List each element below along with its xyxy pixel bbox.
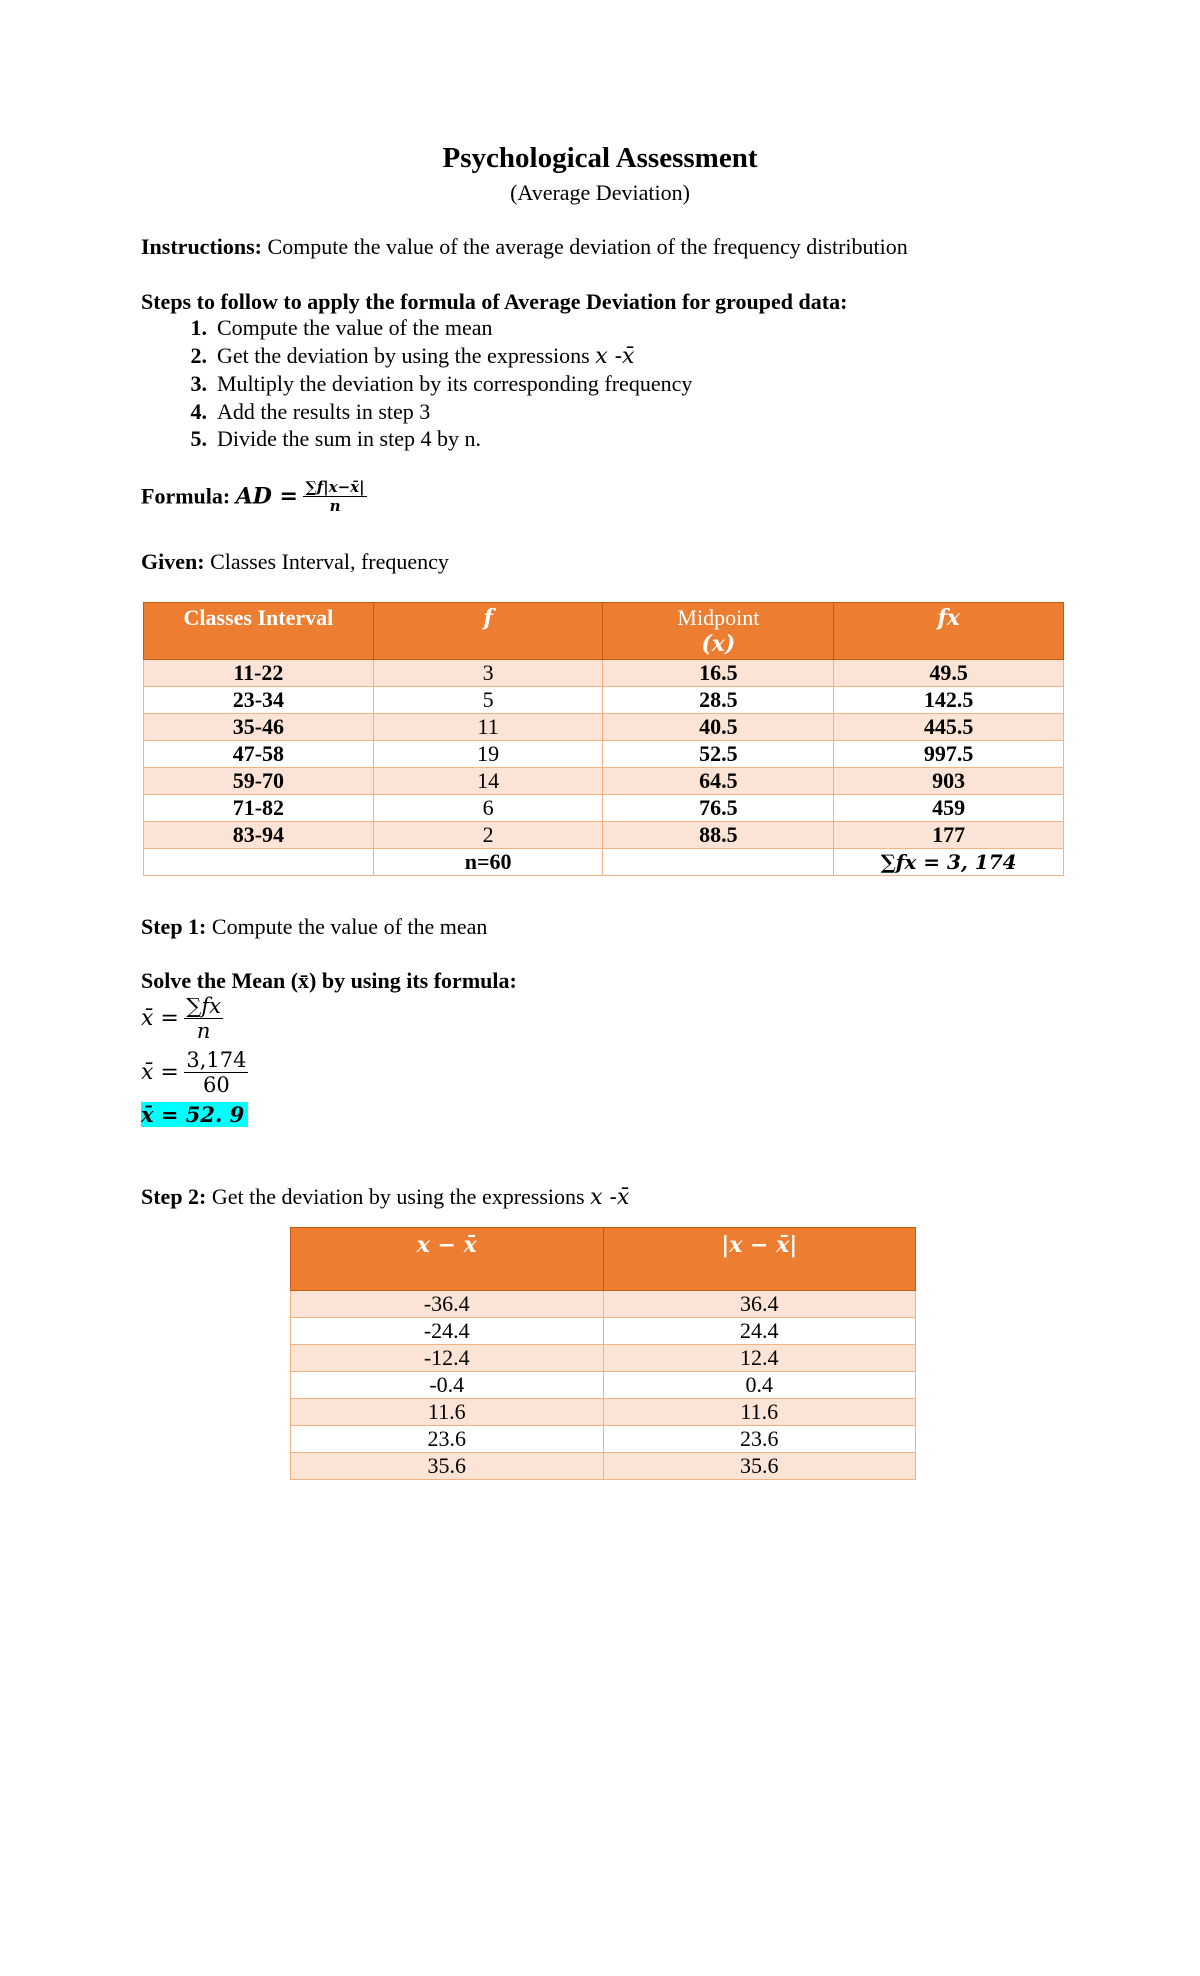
step2 — [141, 1183, 629, 1211]
given — [141, 548, 449, 575]
steps-list — [141, 314, 692, 453]
table-row: 83-94 2 88.5 177 — [144, 822, 1064, 849]
table-row: 59-70 14 64.5 903 — [144, 768, 1064, 795]
step1 — [141, 913, 487, 940]
table-row: 11.6 11.6 — [291, 1399, 916, 1426]
step1-text: Compute the value of the mean — [206, 914, 488, 939]
total-n: n=60 — [373, 849, 603, 876]
mean-formula: x̄ = $\frac{\sum fx}{n}$ — [141, 994, 221, 1043]
formula-label: Formula: — [141, 483, 236, 509]
table-row: 71-82 6 76.5 459 — [144, 795, 1064, 822]
step-item: 2. Get the deviation by using the expressions x -x̄ — [190, 342, 635, 369]
table-row: 47-58 19 52.5 997.5 — [144, 741, 1064, 768]
mean-heading — [141, 967, 517, 994]
header-fx: fx — [834, 603, 1064, 660]
formula — [141, 478, 367, 515]
page-subtitle: (Average Deviation) — [510, 180, 690, 205]
mean-substitution-fraction: $\frac{3,174}{60}$ — [186, 1048, 247, 1097]
table-row: 23.6 23.6 — [291, 1426, 916, 1453]
given-text: Classes Interval, frequency — [204, 549, 449, 574]
header-abs-deviation: |x − x̄| — [603, 1228, 916, 1291]
steps-heading — [141, 288, 847, 315]
table-row: -12.4 12.4 — [291, 1345, 916, 1372]
table-row: -36.4 36.4 — [291, 1291, 916, 1318]
formula-fraction — [303, 478, 366, 515]
total-fx: ∑fx = 3, 174 — [834, 849, 1064, 876]
formula-numerator: ∑f|x−x̄| — [305, 478, 365, 496]
step-item: 4. Add the results in step 3 — [190, 398, 431, 424]
step-item: 5. Divide the sum in step 4 by n. — [190, 426, 481, 451]
page-title: Psychological Assessment — [442, 142, 758, 174]
deviation-table — [290, 1227, 916, 1480]
given-label: Given: — [141, 549, 205, 574]
table-row: 23-34 5 28.5 142.5 — [144, 687, 1064, 714]
step2-math: x -x̄ — [590, 1185, 630, 1210]
mean-fraction: $\frac{\sum fx}{n}$ — [186, 994, 221, 1043]
header-deviation: x − x̄ — [291, 1228, 604, 1291]
instructions-text: Compute the value of the average deviation of the frequency distribution — [262, 234, 908, 259]
table-header-row — [291, 1228, 916, 1291]
mean-result-value: x̄ = 52. 9 — [141, 1102, 248, 1127]
header-f: f — [373, 603, 603, 660]
table-row: -24.4 24.4 — [291, 1318, 916, 1345]
table-row: 35-46 11 40.5 445.5 — [144, 714, 1064, 741]
mean-substitution: x̄ = $\frac{3,174}{60}$ — [141, 1048, 247, 1097]
mean-result — [141, 1101, 248, 1128]
instructions — [141, 233, 908, 260]
table-total-row — [144, 849, 1064, 876]
table-row: 35.6 35.6 — [291, 1453, 916, 1480]
step2-text: Get the deviation by using the expressions — [206, 1184, 591, 1209]
table-row: -0.4 0.4 — [291, 1372, 916, 1399]
steps-heading-text: Steps to follow to apply the formula of Average Deviation for grouped data: — [141, 289, 848, 314]
step2-label: Step 2: — [141, 1184, 207, 1209]
mean-heading-text: Solve the Mean (x̄) by using its formula: — [141, 968, 517, 993]
step-item: 1. Compute the value of the mean — [190, 315, 493, 340]
header-classes-interval: Classes Interval — [144, 603, 374, 660]
header-midpoint: Midpoint (x) — [603, 603, 834, 660]
instructions-label: Instructions: — [141, 234, 263, 259]
step1-label: Step 1: — [141, 914, 207, 939]
table-header-row — [144, 603, 1064, 660]
formula-lhs: AD = — [235, 483, 298, 510]
step-item: 3. Multiply the deviation by its corresponding frequency — [190, 371, 693, 396]
frequency-table — [143, 602, 1064, 876]
table-row: 11-22 3 16.5 49.5 — [144, 660, 1064, 687]
formula-denominator: n — [329, 497, 341, 515]
